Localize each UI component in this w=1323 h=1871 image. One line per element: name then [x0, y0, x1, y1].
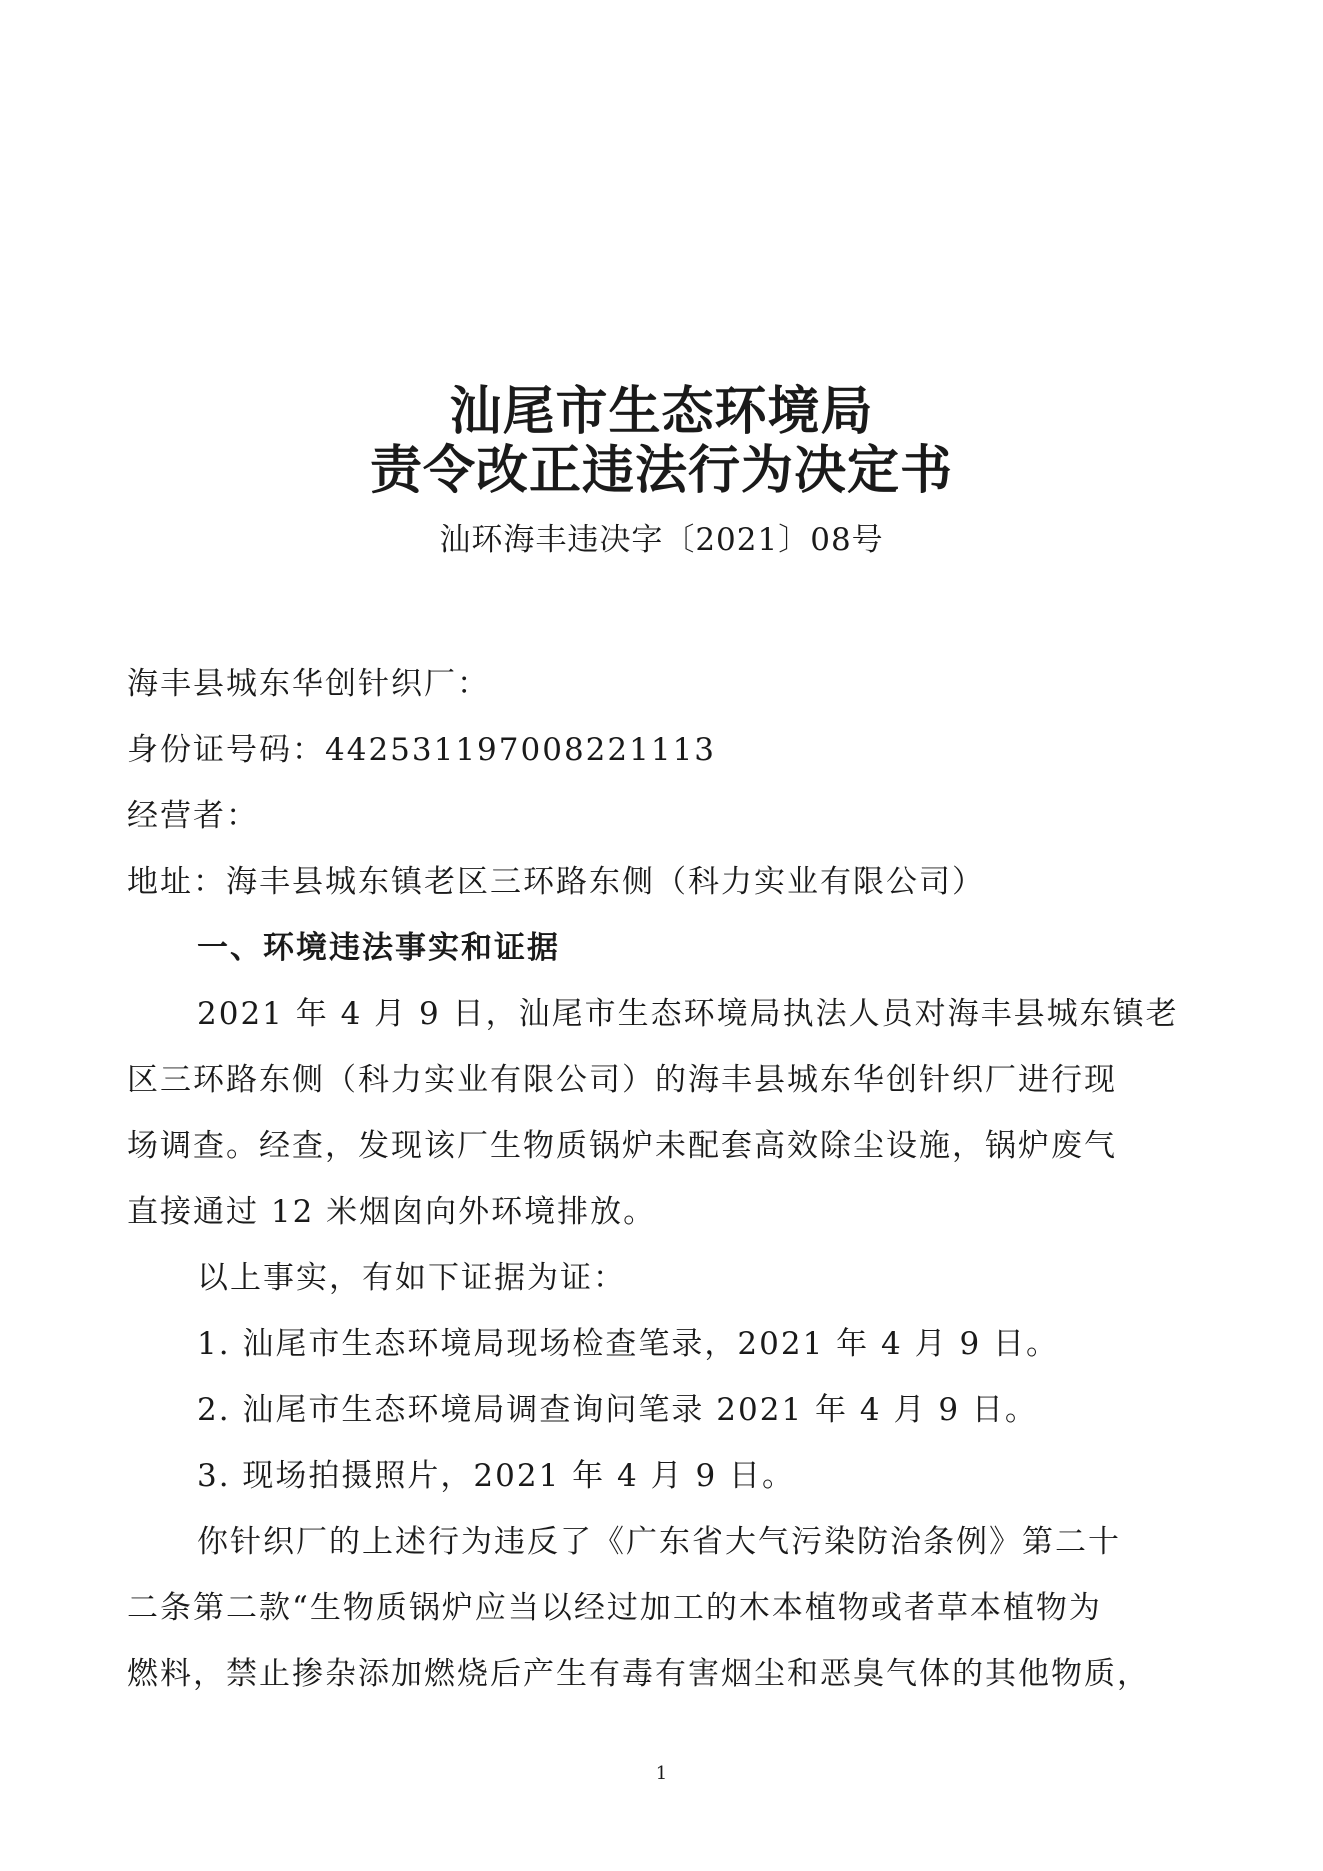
section-heading: 一、环境违法事实和证据	[197, 930, 560, 966]
evidence-item: 2. 汕尾市生态环境局调查询问笔录 2021 年 4 月 9 日。	[197, 1392, 1038, 1428]
document-number: 汕环海丰违决字〔2021〕08号	[439, 522, 884, 558]
evidence-item: 1. 汕尾市生态环境局现场检查笔录，2021 年 4 月 9 日。	[197, 1326, 1060, 1362]
page-number: 1	[655, 1763, 668, 1784]
evidence-intro: 以上事实，有如下证据为证：	[197, 1260, 626, 1296]
operator: 经营者：	[127, 798, 259, 834]
violation-line: 二条第二款“生物质锅炉应当以经过加工的木本植物或者草本植物为	[127, 1590, 1102, 1626]
facts-line: 直接通过 12 米烟囱向外环境排放。	[127, 1194, 657, 1230]
facts-line: 2021 年 4 月 9 日，汕尾市生态环境局执法人员对海丰县城东镇老	[197, 996, 1179, 1032]
id-number: 身份证号码：442531197008221113	[127, 732, 717, 768]
address: 地址：海丰县城东镇老区三环路东侧（科力实业有限公司）	[127, 864, 985, 900]
recipient-name: 海丰县城东华创针织厂：	[127, 666, 490, 702]
evidence-item: 3. 现场拍摄照片，2021 年 4 月 9 日。	[197, 1458, 796, 1494]
document-title: 责令改正违法行为决定书	[369, 441, 953, 501]
facts-line: 区三环路东侧（科力实业有限公司）的海丰县城东华创针织厂进行现	[127, 1062, 1117, 1098]
agency-title: 汕尾市生态环境局	[449, 382, 874, 442]
facts-line: 场调查。经查，发现该厂生物质锅炉未配套高效除尘设施，锅炉废气	[127, 1128, 1117, 1164]
violation-line: 燃料，禁止掺杂添加燃烧后产生有毒有害烟尘和恶臭气体的其他物质，	[127, 1656, 1150, 1692]
violation-line: 你针织厂的上述行为违反了《广东省大气污染防治条例》第二十	[197, 1524, 1121, 1560]
